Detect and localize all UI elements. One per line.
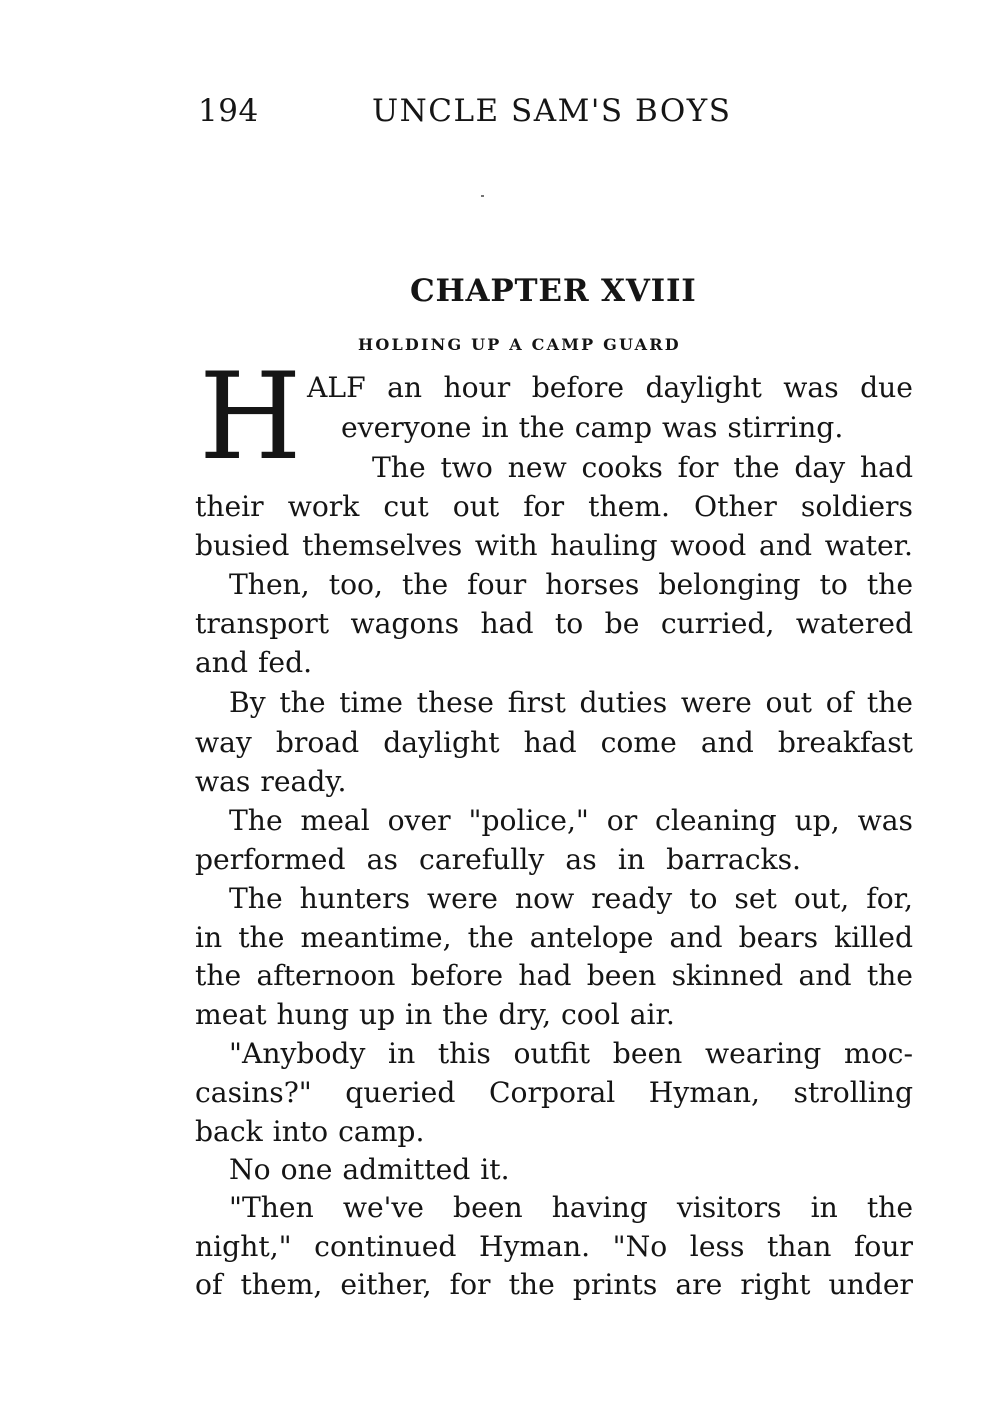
text-line: everyone in the camp was stirring. <box>341 411 844 444</box>
text-line: was ready. <box>195 765 347 798</box>
running-header <box>198 86 758 136</box>
chapter-title: HOLDING UP A CAMP GUARD <box>358 335 681 355</box>
text-line: busied themselves with hauling wood and water. <box>195 529 913 562</box>
text-line: "Then we've been having visitors in the <box>229 1191 913 1224</box>
text-line: No one admitted it. <box>229 1153 510 1186</box>
chapter-number: CHAPTER XVIII <box>410 272 697 309</box>
text-line: and fed. <box>195 646 313 679</box>
text-line: The hunters were now ready to set out, for, <box>229 882 913 915</box>
print-speck <box>481 195 484 197</box>
text-line: casins?" queried Corporal Hyman, strolling <box>195 1076 913 1109</box>
text-line: night," continued Hyman. "No less than four <box>195 1230 913 1263</box>
text-line: By the time these first duties were out of the <box>229 686 913 719</box>
text-line: in the meantime, the antelope and bears killed <box>195 921 913 954</box>
text-line: way broad daylight had come and breakfast <box>195 726 913 759</box>
text-line: performed as carefully as in barracks. <box>195 843 801 876</box>
text-line: transport wagons had to be curried, watered <box>195 607 913 640</box>
text-line: their work cut out for them. Other soldiers <box>195 490 913 523</box>
book-title: UNCLE SAM'S BOYS <box>372 93 732 129</box>
drop-cap: H <box>199 348 302 487</box>
text-line: meat hung up in the dry, cool air. <box>195 998 675 1031</box>
text-line: The meal over "police," or cleaning up, was <box>229 804 913 837</box>
text-line: back into camp. <box>195 1115 425 1148</box>
text-line: "Anybody in this outfit been wearing moc- <box>229 1037 913 1070</box>
text-line: of them, either, for the prints are right under <box>195 1268 913 1301</box>
text-line: The two new cooks for the day had <box>372 451 913 484</box>
text-line: the afternoon before had been skinned and the <box>195 959 913 992</box>
text-line: Then, too, the four horses belonging to the <box>229 568 913 601</box>
text-line: ALF an hour before daylight was due <box>307 371 913 404</box>
page-number: 194 <box>198 93 259 129</box>
